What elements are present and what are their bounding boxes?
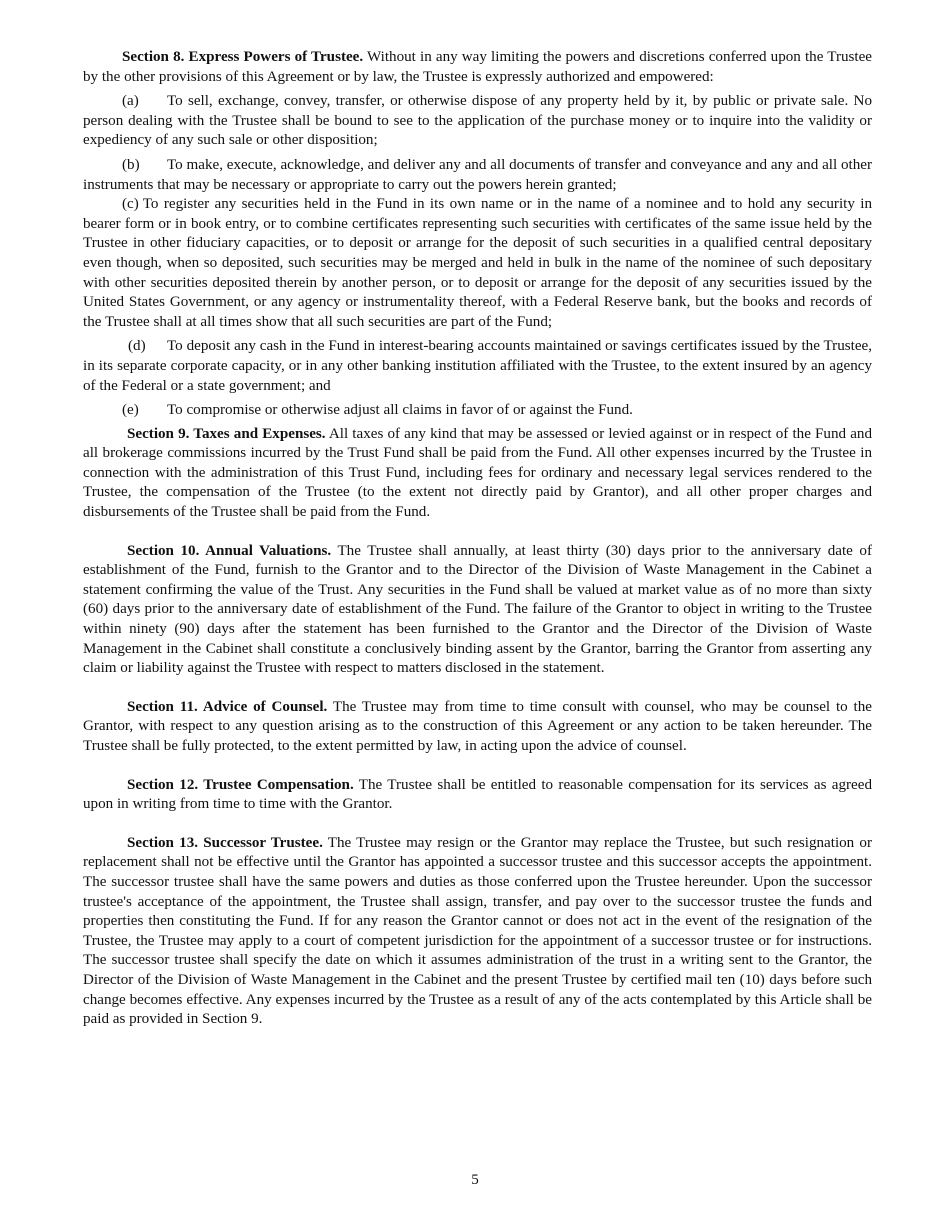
- item-text: To deposit any cash in the Fund in interest-bearing accounts maintained or savings certificates issued by the Trustee, in its separate corporate capacity, or in any other banking institution affiliated with the Trustee, to the extent insured by an agency of the Federal or a state government; and: [83, 338, 872, 394]
- section-11-body: The Trustee may from time to time consult with counsel, who may be counsel to the Grantor, with respect to any question arising as to the construction of this Agreement or any action to be taken hereunder. The Trustee shall be fully protected, to the extent permitted by law, in acting upon the advice of counsel.: [83, 698, 872, 754]
- section-8-item-e: [83, 401, 872, 421]
- document-page: [83, 48, 872, 1030]
- section-13-body: The Trustee may resign or the Grantor may replace the Trustee, but such resignation or replacement shall not be effective until the Grantor has appointed a successor trustee and this successor accepts the appointment. The successor trustee shall have the same powers and duties as those conferred upon the Trustee hereunder. Upon the successor trustee's acceptance of the appointment, the Trustee shall assign, transfer, and pay over to the successor trustee the funds and properties then constituting the Fund. If for any reason the Grantor cannot or does not act in the event of the resignation of the Trustee, the Trustee may apply to a court of competent jurisdiction for the appointment of a successor trustee or for instructions. The successor trustee shall specify the date on which it assumes administration of the trust in a writing sent to the Grantor, the Director of the Division of Waste Management in the Cabinet and the present Trustee by certified mail ten (10) days before such change becomes effective. Any expenses incurred by the Trustee as a result of any of the acts contemplated by this Article shall be paid as provided in Section 9.: [83, 834, 872, 1028]
- section-10-heading: Section 10. Annual Valuations.: [127, 542, 332, 559]
- item-text: To make, execute, acknowledge, and deliver any and all documents of transfer and conveyance and any and all other instruments that may be necessary or appropriate to carry out the powers herein granted;: [83, 156, 872, 193]
- section-8-item-d: [83, 337, 872, 396]
- section-8-item-b: [83, 156, 872, 195]
- item-label: (b): [122, 156, 140, 173]
- item-label: (a): [122, 93, 139, 110]
- page-number: 5: [471, 1172, 479, 1188]
- section-9-body: All taxes of any kind that may be assessed or levied against or in respect of the Fund and all brokerage commissions incurred by the Trust Fund shall be paid from the Fund. All other expenses incurred by the Trustee in connection with the administration of this Trust Fund, including fees for ordinary and necessary legal services rendered to the Trustee, the compensation of the Trustee (to the extent not directly paid by Grantor), and all other proper charges and disbursements of the Trustee shall be paid from the Fund.: [83, 425, 873, 521]
- section-12-heading: Section 12. Trustee Compensation.: [127, 776, 354, 793]
- section-13-heading: Section 13. Successor Trustee.: [127, 834, 323, 851]
- section-9-heading: Section 9. Taxes and Expenses.: [127, 425, 326, 442]
- section-10: [83, 542, 872, 679]
- section-12: [83, 776, 872, 815]
- item-label: (c): [122, 196, 139, 213]
- item-text: To compromise or otherwise adjust all claims in favor of or against the Fund.: [167, 402, 633, 419]
- section-10-body: The Trustee shall annually, at least thirty (30) days prior to the anniversary date of establishment of the Fund, furnish to the Grantor and to the Director of the Division of Waste Management in the Cabinet a statement confirming the value of the Trust. Any securities in the Fund shall be valued at market value as of no more than sixty (60) days prior to the anniversary date of establishment of the Fund. The failure of the Grantor to object in writing to the Trustee within ninety (90) days after the statement has been furnished to the Grantor and the Director of the Division of Waste Management in the Cabinet shall constitute a conclusively binding assent by the Grantor, barring the Grantor from asserting any claim or liability against the Trustee with respect to matters disclosed in the statement.: [83, 542, 872, 677]
- section-9: [83, 425, 872, 523]
- item-label: (e): [122, 402, 139, 419]
- item-label: (d): [128, 338, 146, 355]
- section-8-heading: Section 8. Express Powers of Trustee.: [122, 49, 364, 65]
- section-8: [83, 48, 872, 87]
- section-11-heading: Section 11. Advice of Counsel.: [127, 698, 328, 715]
- section-12-body: The Trustee shall be entitled to reasonable compensation for its services as agreed upon in writing from time to time with the Grantor.: [83, 776, 873, 813]
- section-8-item-a: [83, 92, 872, 151]
- section-8-item-c: [83, 195, 872, 332]
- section-11: [83, 698, 872, 757]
- section-8-body: Without in any way limiting the powers and discretions conferred upon the Trustee by the other provisions of this Agreement or by law, the Trustee is expressly authorized and empowered:: [83, 49, 872, 85]
- item-text: To register any securities held in the Fund in its own name or in the name of a nominee and to hold any security in bearer form or in book entry, or to combine certificates representing such securities with certificates of the same issue held by the Trustee in other fiduciary capacities, or to deposit or arrange for the deposit of such securities in a qualified central depositary even though, when so deposited, such securities may be merged and held in bulk in the name of the nominee of such depositary with other securities deposited therein by another person, or to deposit or arrange for the deposit of any securities issued by the United States Government, or any agency or instrumentality thereof, with a Federal Reserve bank, but the books and records of the Trustee shall at all times show that all such securities are part of the Fund;: [83, 196, 872, 330]
- section-13: [83, 834, 872, 1030]
- item-text: To sell, exchange, convey, transfer, or otherwise dispose of any property held by it, by public or private sale. No person dealing with the Trustee shall be bound to see to the application of the purchase money or to inquire into the validity or expediency of any such sale or other disposition;: [83, 93, 872, 149]
